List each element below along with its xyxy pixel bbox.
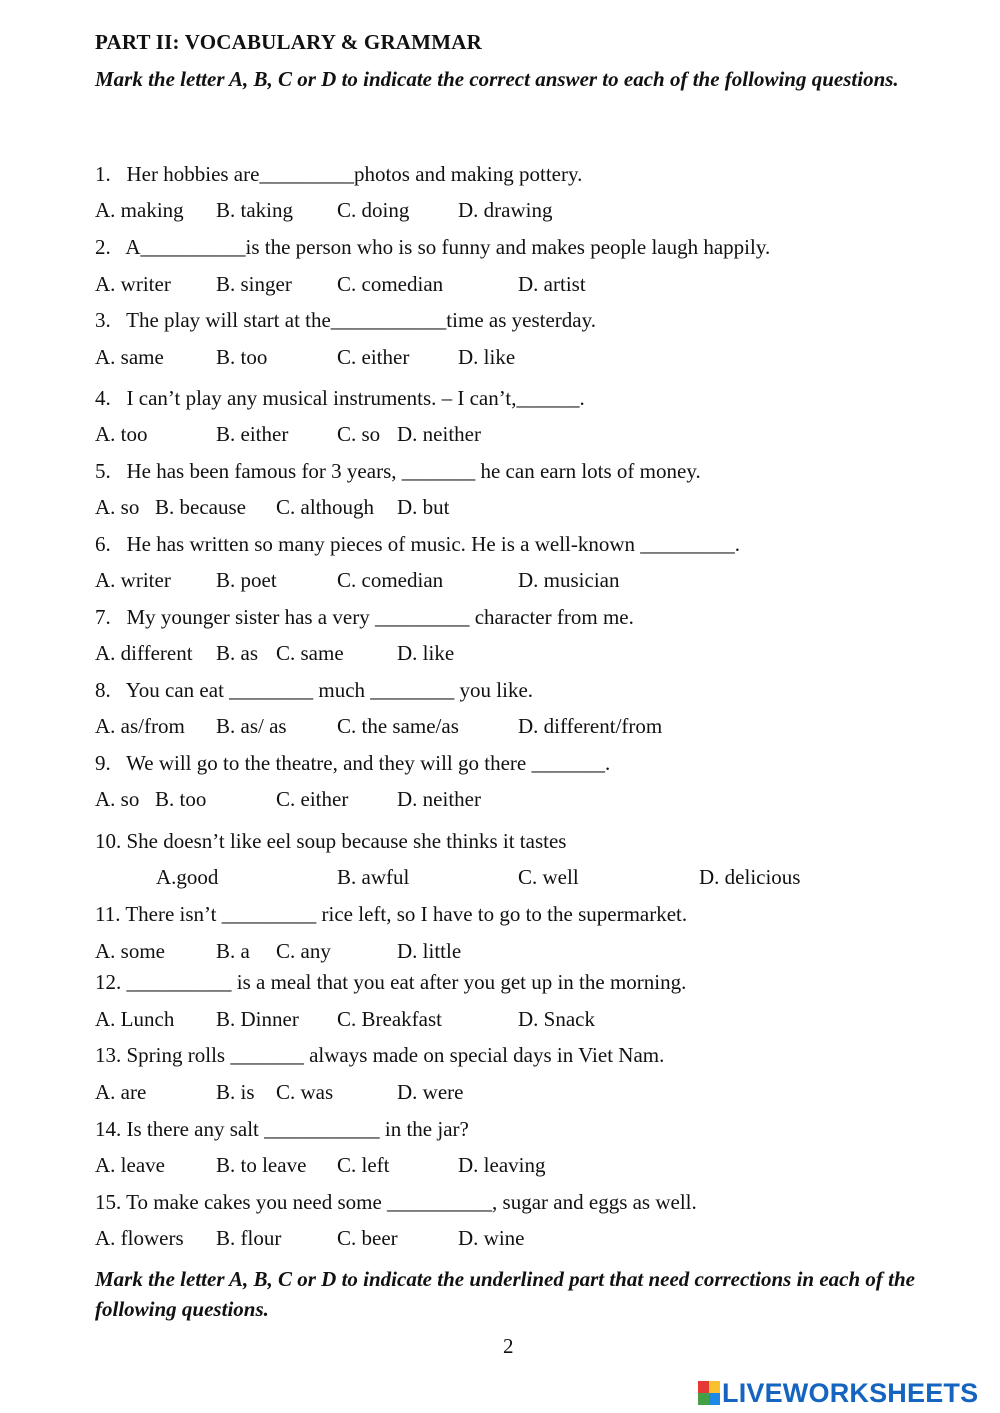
q9-option-b: B. too: [155, 787, 207, 811]
q14-option-d: D. leaving: [458, 1153, 546, 1177]
q10-option-b: B. awful: [337, 865, 410, 889]
q13-option-d: D. were: [397, 1080, 464, 1104]
q4-option-a: A. too: [95, 422, 148, 446]
section-title: PART II: VOCABULARY & GRAMMAR: [95, 30, 482, 54]
q13-option-a: A. are: [95, 1080, 147, 1104]
q7-option-c: C. same: [276, 641, 344, 665]
q6-option-b: B. poet: [216, 568, 277, 592]
question-6: 6. He has written so many pieces of music. He is a well-known _________.: [95, 532, 741, 556]
question-4: 4. I can’t play any musical instruments. – I can’t,______.: [95, 386, 585, 410]
q13-option-b: B. is: [216, 1080, 255, 1104]
q3-option-b: B. too: [216, 345, 268, 369]
q11-option-a: A. some: [95, 939, 165, 963]
q12-option-b: B. Dinner: [216, 1007, 299, 1031]
q3-option-a: A. same: [95, 345, 164, 369]
q12-option-c: C. Breakfast: [337, 1007, 442, 1031]
q8-option-b: B. as/ as: [216, 714, 287, 738]
q8-option-a: A. as/from: [95, 714, 185, 738]
q15-option-d: D. wine: [458, 1226, 525, 1250]
q10-option-a: A.good: [156, 865, 219, 889]
q2-option-b: B. singer: [216, 272, 292, 296]
q1-option-b: B. taking: [216, 198, 293, 222]
q12-option-d: D. Snack: [518, 1007, 595, 1031]
question-7: 7. My younger sister has a very _________ character from me.: [95, 605, 634, 629]
liveworksheets-mark-icon: [698, 1381, 720, 1405]
q5-option-d: D. but: [397, 495, 450, 519]
q11-option-d: D. little: [397, 939, 462, 963]
question-15: 15. To make cakes you need some __________, sugar and eggs as well.: [95, 1190, 697, 1214]
q5-option-a: A. so: [95, 495, 140, 519]
q6-option-d: D. musician: [518, 568, 620, 592]
q6-option-c: C. comedian: [337, 568, 444, 592]
question-5: 5. He has been famous for 3 years, _______ he can earn lots of money.: [95, 459, 701, 483]
question-9: 9. We will go to the theatre, and they will go there _______.: [95, 751, 611, 775]
q1-option-c: C. doing: [337, 198, 410, 222]
q5-option-b: B. because: [155, 495, 246, 519]
question-10: 10. She doesn’t like eel soup because she thinks it tastes: [95, 829, 567, 853]
q2-option-a: A. writer: [95, 272, 171, 296]
question-11: 11. There isn’t _________ rice left, so I have to go to the supermarket.: [95, 902, 688, 926]
q14-option-b: B. to leave: [216, 1153, 307, 1177]
q7-option-b: B. as: [216, 641, 258, 665]
q11-option-b: B. a: [216, 939, 250, 963]
instruction-2: Mark the letter A, B, C or D to indicate the underlined part that need corrections in each of the following questions.: [95, 1267, 916, 1321]
q9-option-a: A. so: [95, 787, 140, 811]
q15-option-a: A. flowers: [95, 1226, 184, 1250]
instruction-1: Mark the letter A, B, C or D to indicate the correct answer to each of the following questions.: [95, 67, 899, 91]
q9-option-d: D. neither: [397, 787, 481, 811]
q10-option-d: D. delicious: [699, 865, 801, 889]
question-8: 8. You can eat ________ much ________ you like.: [95, 678, 534, 702]
q1-option-d: D. drawing: [458, 198, 553, 222]
q9-option-c: C. either: [276, 787, 349, 811]
q8-option-c: C. the same/as: [337, 714, 459, 738]
q2-option-c: C. comedian: [337, 272, 444, 296]
q12-option-a: A. Lunch: [95, 1007, 175, 1031]
q4-option-b: B. either: [216, 422, 289, 446]
q8-option-d: D. different/from: [518, 714, 663, 738]
q7-option-a: A. different: [95, 641, 193, 665]
page-number: 2: [503, 1334, 514, 1358]
q2-option-d: D. artist: [518, 272, 586, 296]
q7-option-d: D. like: [397, 641, 455, 665]
question-3: 3. The play will start at the___________time as yesterday.: [95, 308, 596, 332]
q10-option-c: C. well: [518, 865, 579, 889]
question-14: 14. Is there any salt ___________ in the jar?: [95, 1117, 469, 1141]
q5-option-c: C. although: [276, 495, 374, 519]
q13-option-c: C. was: [276, 1080, 334, 1104]
q14-option-a: A. leave: [95, 1153, 165, 1177]
brand-name: LIVEWORKSHEETS: [722, 1377, 979, 1408]
question-2: 2. A__________is the person who is so funny and makes people laugh happily.: [95, 235, 771, 259]
q15-option-b: B. flour: [216, 1226, 282, 1250]
q11-option-c: C. any: [276, 939, 331, 963]
q15-option-c: C. beer: [337, 1226, 398, 1250]
q1-option-a: A. making: [95, 198, 184, 222]
q3-option-c: C. either: [337, 345, 410, 369]
q3-option-d: D. like: [458, 345, 516, 369]
q14-option-c: C. left: [337, 1153, 390, 1177]
question-12: 12. __________ is a meal that you eat after you get up in the morning.: [95, 970, 687, 994]
question-1: 1. Her hobbies are_________photos and making pottery.: [95, 162, 583, 186]
q4-option-c: C. so: [337, 422, 381, 446]
liveworksheets-logo[interactable]: [698, 1378, 978, 1408]
q6-option-a: A. writer: [95, 568, 171, 592]
question-13: 13. Spring rolls _______ always made on special days in Viet Nam.: [95, 1043, 665, 1067]
q4-option-d: D. neither: [397, 422, 481, 446]
